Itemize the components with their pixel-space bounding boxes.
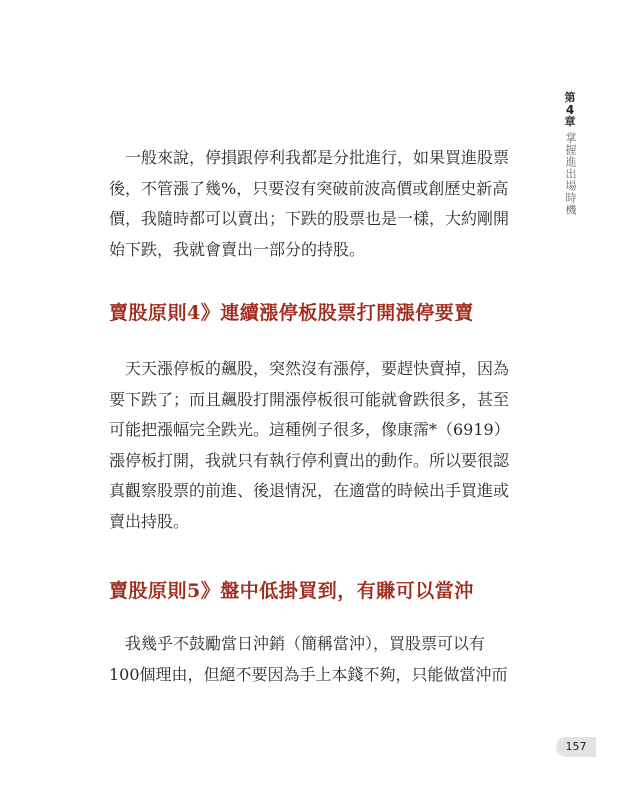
body-paragraph-2 [109, 354, 511, 537]
paragraph-line: 真觀察股票的前進、後退情況，在適當的時候出手買進或 [109, 481, 510, 500]
chapter-side-tab [560, 92, 580, 216]
body-paragraph-3 [109, 629, 511, 690]
chapter-title: 掌握進出場時機 [564, 132, 577, 216]
section-heading-4: 賣股原則4》連續漲停板股票打開漲停要賣 [109, 302, 474, 324]
chapter-label [565, 92, 576, 128]
section-heading-5: 賣股原則5》盤中低掛買到，有賺可以當沖 [109, 580, 474, 602]
paragraph-line: 一般來說，停損跟停利我都是分批進行，如果買進股票 [109, 148, 510, 167]
paragraph-line: 我幾乎不鼓勵當日沖銷（簡稱當沖），買股票可以有 [109, 634, 486, 653]
chapter-prefix: 第 [564, 91, 576, 104]
body-paragraph-1 [109, 143, 511, 265]
paragraph-line: 始下跌，我就會賣出一部分的持股。 [109, 239, 366, 259]
paragraph-line: 可能把漲幅完全跌光。這種例子很多，像康霈*（6919） [109, 420, 510, 439]
paragraph-line: 要下跌了；而且飆股打開漲停板很可能就會跌很多，甚至 [109, 389, 510, 409]
paragraph-line: 後，不管漲了幾%，只要沒有突破前波高價或創歷史新高 [109, 178, 509, 198]
paragraph-line: 漲停板打開，我就只有執行停利賣出的動作。所以要很認 [109, 450, 510, 470]
page-number: 157 [556, 737, 596, 757]
chapter-suffix: 章 [564, 115, 576, 128]
paragraph-line: 100個理由，但絕不要因為手上本錢不夠，只能做當沖而 [109, 664, 508, 684]
paragraph-line: 價，我隨時都可以賣出；下跌的股票也是一樣，大約剛開 [109, 209, 510, 228]
paragraph-line: 賣出持股。 [109, 511, 190, 531]
chapter-number: 4 [565, 103, 575, 117]
paragraph-line: 天天漲停板的飆股，突然沒有漲停，要趕快賣掉，因為 [109, 359, 510, 378]
